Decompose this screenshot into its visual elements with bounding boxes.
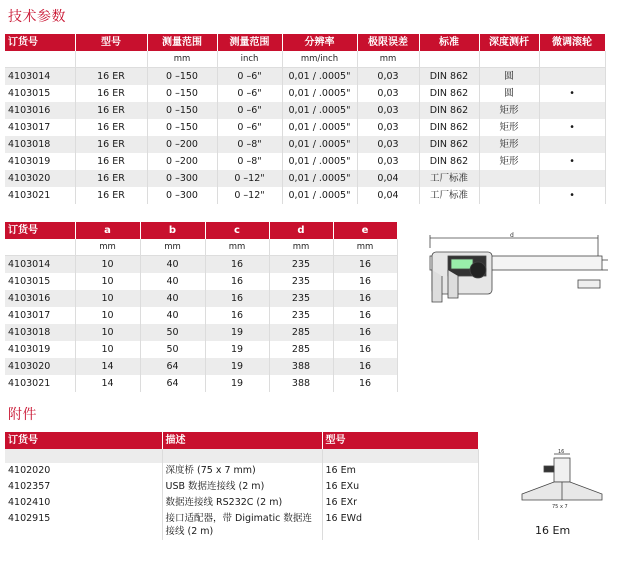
table-cell: 14 [75, 375, 140, 392]
accessories-table [5, 432, 479, 540]
table-cell: 0,03 [357, 85, 419, 102]
table-cell: 16 [205, 290, 269, 307]
table-cell: 4102410 [5, 495, 162, 511]
table-cell: 16 ER [75, 170, 147, 187]
table-row [5, 102, 605, 119]
table-row [5, 273, 397, 290]
table-cell: DIN 862 [419, 102, 479, 119]
table-cell: DIN 862 [419, 119, 479, 136]
table-cell [539, 102, 605, 119]
table-cell: 矩形 [479, 119, 539, 136]
caliper-diagram [418, 230, 610, 310]
unit-cell [5, 239, 75, 256]
column-header: 订货号 [5, 432, 162, 449]
depth-bridge-top-dim: 16 [558, 449, 565, 455]
table-row [5, 68, 605, 86]
unit-cell: mm [140, 239, 205, 256]
column-header: 测量范围 [147, 34, 217, 51]
spacer-row [5, 449, 478, 463]
table-cell: • [539, 85, 605, 102]
table-cell: 0 –150 [147, 102, 217, 119]
specs-title: 技术参数 [8, 9, 66, 25]
unit-cell: mm [333, 239, 397, 256]
column-header: 订货号 [5, 222, 75, 239]
table-cell: 4103021 [5, 375, 75, 392]
table-cell: 4103015 [5, 273, 75, 290]
table-cell: 50 [140, 324, 205, 341]
table-cell: 19 [205, 324, 269, 341]
table-cell: 0,01 / .0005" [282, 68, 357, 86]
table-cell: 16 ER [75, 153, 147, 170]
table-cell: 64 [140, 358, 205, 375]
table-cell: 388 [269, 358, 333, 375]
table-row [5, 324, 397, 341]
diagram-d-label: d [510, 232, 514, 239]
table-cell: 4103015 [5, 85, 75, 102]
table-cell: 64 [140, 375, 205, 392]
table-cell: 0,03 [357, 102, 419, 119]
table-cell: 0 –150 [147, 68, 217, 86]
table-cell: 235 [269, 256, 333, 274]
table-row [5, 136, 605, 153]
table-cell [539, 170, 605, 187]
table-cell: 4102915 [5, 511, 162, 540]
table-cell: 235 [269, 273, 333, 290]
table-cell: USB 数据连接线 (2 m) [162, 479, 322, 495]
table-cell: 工厂标准 [419, 170, 479, 187]
spacer-cell [322, 449, 478, 463]
table-cell: 4103019 [5, 341, 75, 358]
table-cell: DIN 862 [419, 85, 479, 102]
table-cell: 4103020 [5, 358, 75, 375]
column-header: 型号 [75, 34, 147, 51]
table-cell: 50 [140, 341, 205, 358]
table-cell: 0 –150 [147, 119, 217, 136]
table-row [5, 187, 605, 204]
table-cell: 16 EXr [322, 495, 478, 511]
table-cell: • [539, 187, 605, 204]
table-cell: 接口适配器，带 Digimatic 数据连接线 (2 m) [162, 511, 322, 540]
table-cell: 4103019 [5, 153, 75, 170]
table-cell: 16 ER [75, 136, 147, 153]
table-cell: 16 [333, 375, 397, 392]
table-cell: 0 –6" [217, 102, 282, 119]
table-cell: 0,03 [357, 153, 419, 170]
column-header: 极限误差 [357, 34, 419, 51]
table-cell [479, 187, 539, 204]
column-header: e [333, 222, 397, 239]
table-cell: 16 [333, 358, 397, 375]
table-cell: 10 [75, 256, 140, 274]
column-header: 深度测杆 [479, 34, 539, 51]
table-cell: 16 Em [322, 463, 478, 479]
table-cell: 深度桥 (75 x 7 mm) [162, 463, 322, 479]
column-header: 型号 [322, 432, 478, 449]
column-header: b [140, 222, 205, 239]
table-cell: 4103018 [5, 324, 75, 341]
table-cell: 16 [205, 273, 269, 290]
column-header: 订货号 [5, 34, 75, 51]
unit-cell [419, 51, 479, 68]
table-cell: 16 [333, 256, 397, 274]
table-cell: 19 [205, 358, 269, 375]
accessories-title: 附件 [8, 407, 37, 423]
table-cell: 4103017 [5, 307, 75, 324]
depth-bridge-size: 75 x 7 [552, 504, 568, 510]
table-cell: 0 –6" [217, 85, 282, 102]
table-cell: DIN 862 [419, 136, 479, 153]
column-header: 微调滚轮 [539, 34, 605, 51]
unit-cell [479, 51, 539, 68]
unit-cell: mm/inch [282, 51, 357, 68]
table-cell: 10 [75, 307, 140, 324]
table-cell: 10 [75, 290, 140, 307]
depth-bridge-caption: 16 Em [535, 524, 571, 537]
table-cell: 4102020 [5, 463, 162, 479]
table-cell: 0,01 / .0005" [282, 136, 357, 153]
unit-cell: mm [269, 239, 333, 256]
table-cell: 圆 [479, 85, 539, 102]
unit-cell [5, 51, 75, 68]
table-cell: 16 [333, 307, 397, 324]
table-cell [479, 170, 539, 187]
table-row [5, 290, 397, 307]
table-cell: 16 [205, 256, 269, 274]
table-cell: 4103016 [5, 290, 75, 307]
table-cell: 10 [75, 324, 140, 341]
column-header: 分辨率 [282, 34, 357, 51]
table-cell: 0 –300 [147, 170, 217, 187]
table-cell: 285 [269, 324, 333, 341]
table-cell: 235 [269, 307, 333, 324]
table-cell: 0 –12" [217, 170, 282, 187]
table-cell: 16 [205, 307, 269, 324]
unit-cell: mm [205, 239, 269, 256]
table-cell: 16 ER [75, 119, 147, 136]
table-cell: 0,01 / .0005" [282, 187, 357, 204]
table-cell: 0,01 / .0005" [282, 102, 357, 119]
dimension-table [5, 222, 398, 392]
table-cell: 4103016 [5, 102, 75, 119]
column-header: a [75, 222, 140, 239]
table-cell: 40 [140, 290, 205, 307]
table-cell: 0,04 [357, 170, 419, 187]
table-row [5, 153, 605, 170]
spacer-cell [5, 449, 162, 463]
table-row [5, 479, 478, 495]
table-cell: 16 ER [75, 102, 147, 119]
unit-cell: inch [217, 51, 282, 68]
table-cell: 16 EWd [322, 511, 478, 540]
table-cell: 40 [140, 307, 205, 324]
table-cell: 40 [140, 256, 205, 274]
table-cell: 16 ER [75, 85, 147, 102]
table-cell: • [539, 119, 605, 136]
column-header: 描述 [162, 432, 322, 449]
table-row [5, 170, 605, 187]
table-row [5, 375, 397, 392]
table-cell: 16 EXu [322, 479, 478, 495]
table-cell: 0,01 / .0005" [282, 153, 357, 170]
unit-cell [75, 51, 147, 68]
column-header: d [269, 222, 333, 239]
table-cell: 0 –150 [147, 85, 217, 102]
unit-cell: mm [75, 239, 140, 256]
table-cell: 388 [269, 375, 333, 392]
table-cell: DIN 862 [419, 153, 479, 170]
table-cell: 16 [333, 273, 397, 290]
table-cell: 14 [75, 358, 140, 375]
table-cell: 235 [269, 290, 333, 307]
table-cell: 4103014 [5, 68, 75, 86]
table-cell: 矩形 [479, 153, 539, 170]
table-cell: 圆 [479, 68, 539, 86]
unit-cell: mm [147, 51, 217, 68]
table-cell: 0,01 / .0005" [282, 170, 357, 187]
table-cell: 16 [333, 341, 397, 358]
spec-table [5, 34, 606, 204]
table-cell: 0 –300 [147, 187, 217, 204]
table-cell: 矩形 [479, 102, 539, 119]
unit-cell [539, 51, 605, 68]
table-cell: 285 [269, 341, 333, 358]
table-cell: 19 [205, 375, 269, 392]
column-header: 测量范围 [217, 34, 282, 51]
table-cell: 0,04 [357, 187, 419, 204]
table-cell: • [539, 153, 605, 170]
table-cell: 4102357 [5, 479, 162, 495]
table-cell: 16 [333, 290, 397, 307]
table-cell: 0,01 / .0005" [282, 119, 357, 136]
table-cell: 0,03 [357, 136, 419, 153]
table-cell: 4103020 [5, 170, 75, 187]
table-row [5, 511, 478, 540]
spacer-cell [162, 449, 322, 463]
column-header: c [205, 222, 269, 239]
column-header: 标准 [419, 34, 479, 51]
table-cell [539, 136, 605, 153]
table-cell: 0 –8" [217, 153, 282, 170]
table-row [5, 307, 397, 324]
table-row [5, 119, 605, 136]
table-row [5, 85, 605, 102]
table-cell: 4103017 [5, 119, 75, 136]
table-cell: 4103014 [5, 256, 75, 274]
table-cell: 0,03 [357, 68, 419, 86]
unit-cell: mm [357, 51, 419, 68]
table-cell: 16 ER [75, 187, 147, 204]
table-cell: 0 –6" [217, 68, 282, 86]
table-row [5, 256, 397, 274]
table-cell: 4103018 [5, 136, 75, 153]
table-cell: 10 [75, 341, 140, 358]
table-row [5, 358, 397, 375]
table-cell: 10 [75, 273, 140, 290]
table-row [5, 341, 397, 358]
table-cell: 4103021 [5, 187, 75, 204]
table-cell: 工厂标准 [419, 187, 479, 204]
table-row [5, 463, 478, 479]
table-cell: 16 [333, 324, 397, 341]
table-cell: 0 –200 [147, 136, 217, 153]
table-cell: 16 ER [75, 68, 147, 86]
table-cell [539, 68, 605, 86]
depth-bridge-diagram [512, 448, 612, 518]
table-cell: DIN 862 [419, 68, 479, 86]
table-cell: 0 –200 [147, 153, 217, 170]
table-cell: 19 [205, 341, 269, 358]
table-cell: 0 –6" [217, 119, 282, 136]
table-cell: 40 [140, 273, 205, 290]
table-cell: 0,01 / .0005" [282, 85, 357, 102]
table-cell: 0 –12" [217, 187, 282, 204]
table-cell: 数据连接线 RS232C (2 m) [162, 495, 322, 511]
table-cell: 0 –8" [217, 136, 282, 153]
table-cell: 0,03 [357, 119, 419, 136]
table-cell: 矩形 [479, 136, 539, 153]
table-row [5, 495, 478, 511]
